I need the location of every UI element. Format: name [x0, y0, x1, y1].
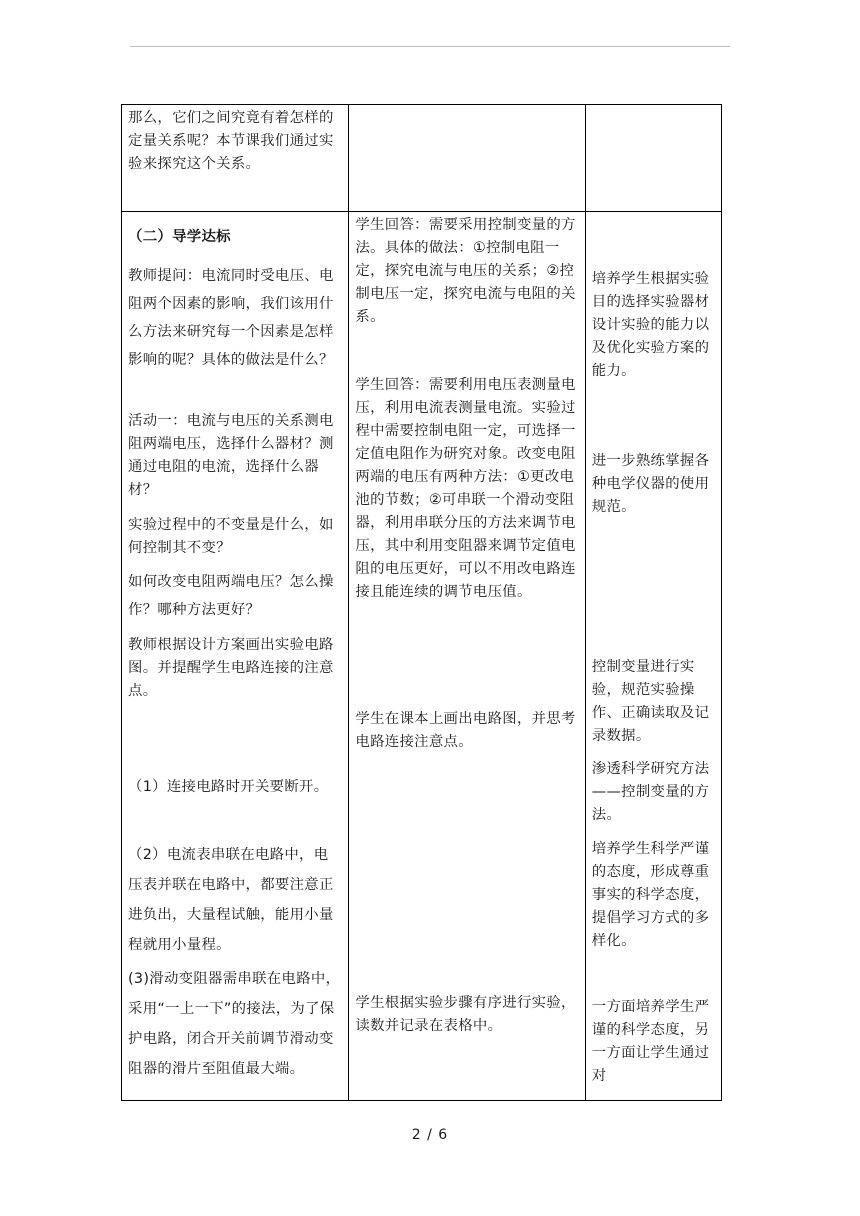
student-activity-cell: [349, 105, 585, 212]
intent-3: 控制变量进行实验，规范实验操作、正确读取及记录数据。: [591, 659, 710, 744]
activity-one: 活动一：电流与电压的关系测电阻两端电压，选择什么器材？测通过电阻的电流，选择什么器材？: [128, 413, 334, 498]
teacher-activity-cell: [122, 105, 349, 212]
student-activity-cell: [349, 212, 585, 1101]
header-rule: [130, 46, 730, 47]
intent-4: 渗透科学研究方法——控制变量的方法。: [591, 761, 710, 823]
teacher-circuit-note: 教师根据设计方案画出实验电路图。并提醒学生电路连接的注意点。: [128, 637, 334, 699]
student-experiment: 学生根据实验步骤有序进行实验，读数并记录在表格中。: [355, 995, 576, 1034]
table-row: [122, 212, 722, 1101]
intro-text: 那么，它们之间究竟有着怎样的定量关系呢？本节课我们通过实验来探究这个关系。: [128, 110, 334, 172]
caution-2: （2）电流表串联在电路中，电压表并联在电路中，都要注意正进负出，大量程试触，能用小量程就用小量程。: [128, 847, 334, 953]
design-intent-cell: [585, 212, 721, 1101]
lesson-plan-table: [121, 104, 722, 1101]
invariant-question: 实验过程中的不变量是什么，如何控制其不变？: [128, 517, 334, 556]
student-draw-circuit: 学生在课本上画出电路图，并思考电路连接注意点。: [355, 711, 576, 750]
intent-1: 培养学生根据实验目的选择实验器材设计实验的能力以及优化实验方案的能力。: [591, 271, 710, 379]
student-answer-2: 学生回答：需要利用电压表测量电压，利用电流表测量电流。实验过程中需要控制电阻一定，可选择一定值电阻作为研究对象。改变电阻两端的电压有两种方法：①更改电池的节数；②可串联一个滑动变阻器，利用串联分压的方法来调节电压，其中利用变阻器来调节定值电阻的电压更好，可以不用改电路连接且能连续的调节电压值。: [355, 377, 576, 600]
voltage-question: 如何改变电阻两端电压？怎么操作？哪种方法更好？: [128, 574, 334, 618]
teacher-question: 教师提问：电流同时受电压、电阻两个因素的影响，我们该用什么方法来研究每一个因素是怎样影响的呢？具体的做法是什么？: [128, 268, 334, 368]
intent-5: 培养学生科学严谨的态度，形成尊重事实的科学态度，提倡学习方式的多样化。: [591, 841, 710, 949]
design-intent-cell: [585, 105, 721, 212]
caution-1: （1）连接电路时开关要断开。: [128, 779, 329, 795]
intent-2: 进一步熟练掌握各种电学仪器的使用规范。: [591, 453, 710, 515]
caution-3: (3)滑动变阻器需串联在电路中，采用“一上一下”的接法，为了保护电路，闭合开关前调节滑动变阻器的滑片至阻值最大端。: [128, 971, 341, 1077]
table-row: [122, 105, 722, 212]
section-heading: （二）导学达标: [128, 229, 231, 245]
intent-6: 一方面培养学生严谨的科学态度，另一方面让学生通过对: [591, 999, 710, 1084]
page-number: 2 / 6: [411, 1127, 449, 1143]
teacher-activity-cell: [122, 212, 349, 1101]
student-answer-1: 学生回答：需要采用控制变量的方法。具体的做法：①控制电阻一定，探究电流与电压的关系；②控制电压一定，探究电流与电阻的关系。: [355, 217, 576, 325]
